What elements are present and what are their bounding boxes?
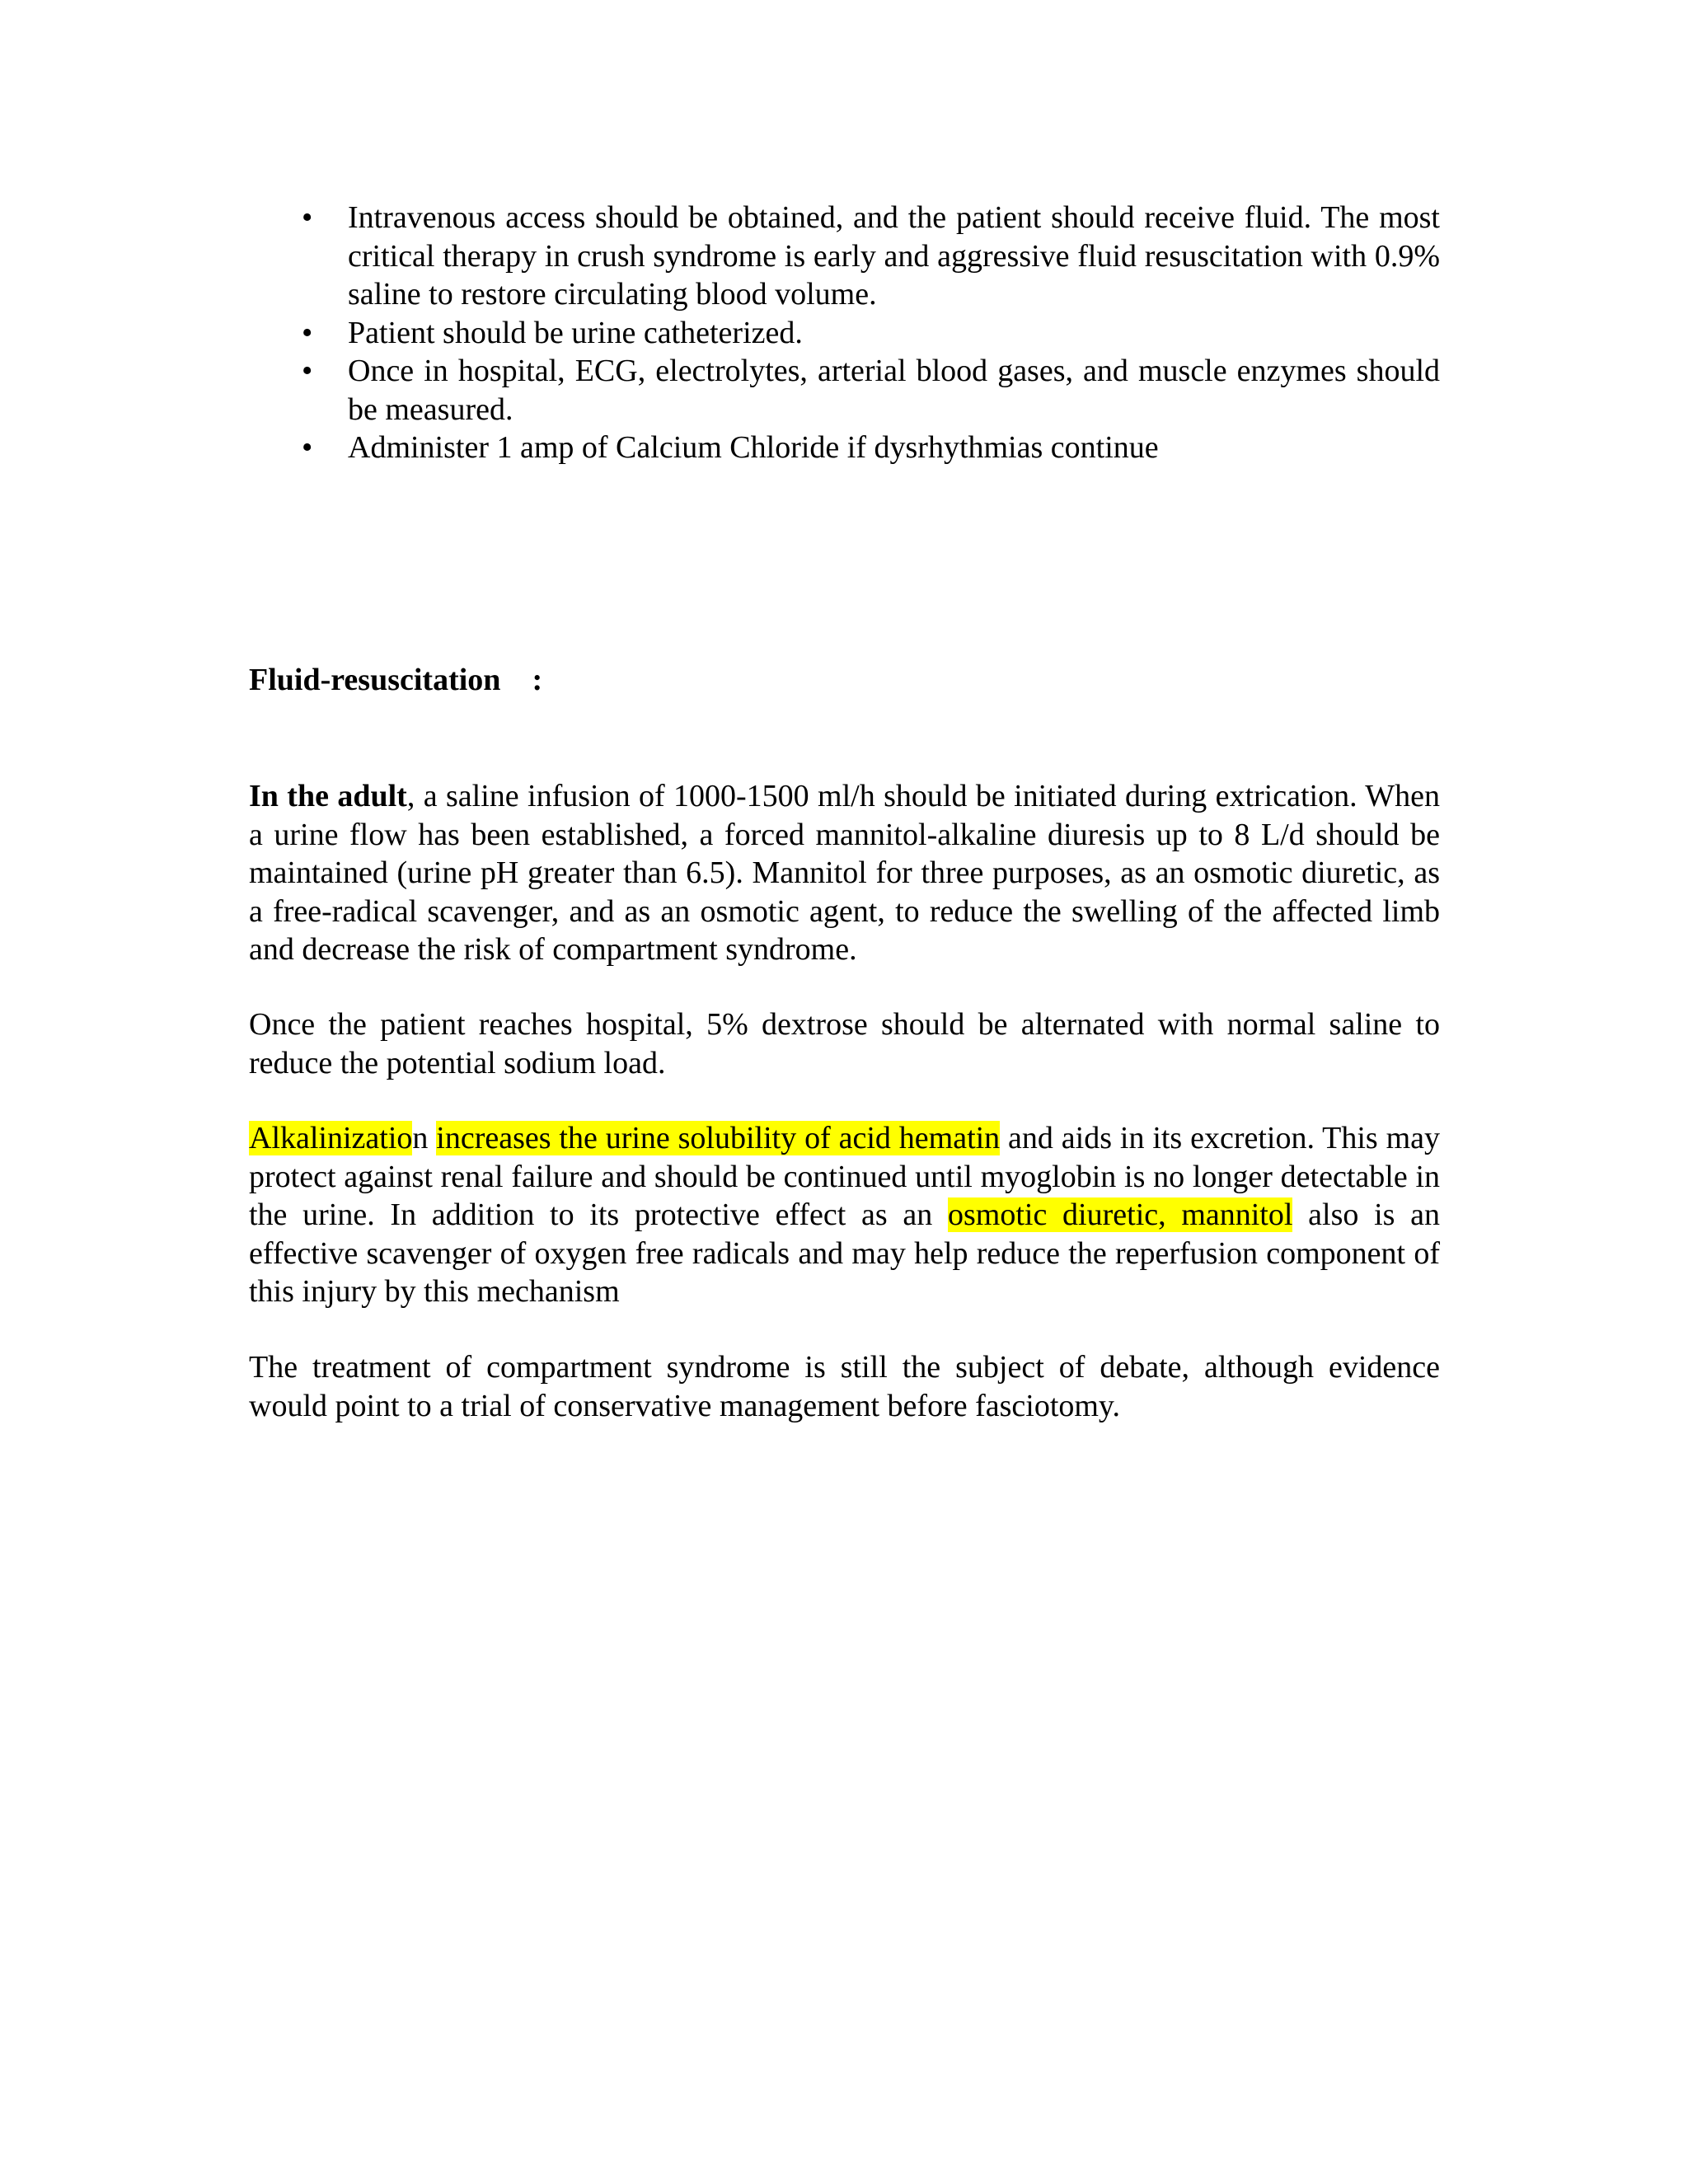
alkalinization-paragraph <box>249 1119 1440 1311</box>
heading-title: Fluid-resuscitation <box>249 663 501 697</box>
bullet-icon: • <box>302 200 313 235</box>
bullet-text: Once in hospital, ECG, electrolytes, arterial blood gases, and muscle enzymes should be measured. <box>348 354 1440 427</box>
dextrose-body: Once the patient reaches hospital, 5% dextrose should be alternated with normal saline to reduce the potential sodium load. <box>249 1007 1440 1080</box>
highlight-mannitol: osmotic diuretic, mannitol <box>948 1197 1293 1232</box>
alkalinization-text-1: n <box>412 1121 437 1155</box>
compartment-body: The treatment of compartment syndrome is still the subject of debate, although evidence would point to a trial of conservative management before fasciotomy. <box>249 1350 1440 1423</box>
alkalinization-text-3: also is an effective scavenger of oxygen free radicals and may help reduce the reperfusion component of this injury by this mechanism <box>249 1197 1440 1309</box>
bullet-item <box>249 199 1440 314</box>
bullet-icon: • <box>302 354 313 388</box>
highlight-alkalinization: Alkalinizatio <box>249 1121 413 1155</box>
bullet-text: Patient should be urine catheterized. <box>348 315 803 350</box>
section-heading <box>249 661 542 699</box>
bullet-item <box>249 352 1440 429</box>
bullet-text: Intravenous access should be obtained, and the patient should receive fluid. The most critical therapy in crush syndrome is early and aggressive fluid resuscitation with 0.9% saline to restore circulating blood volume. <box>348 200 1440 312</box>
bullet-list <box>249 199 1440 467</box>
heading-colon: : <box>500 663 543 697</box>
adult-lead: In the adult <box>249 779 407 813</box>
bullet-item <box>249 314 1440 353</box>
dextrose-paragraph <box>249 1005 1440 1082</box>
adult-paragraph <box>249 777 1440 969</box>
highlight-solubility: increases the urine solubility of acid hematin <box>436 1121 1001 1155</box>
bullet-text: Administer 1 amp of Calcium Chloride if dysrhythmias continue <box>348 430 1159 465</box>
bullet-item <box>249 429 1440 467</box>
bullet-icon: • <box>302 430 313 465</box>
adult-body: , a saline infusion of 1000-1500 ml/h should be initiated during extrication. When a urine flow has been established, a forced mannitol-alkaline diuresis up to 8 L/d should be maintained (urine pH greater than 6.5). Mannitol for three purposes, as an osmotic diuretic, as a free-radical scavenger, and as an osmotic agent, to reduce the swelling of the affected limb and decrease the risk of compartment syndrome. <box>249 779 1441 967</box>
alkalinization-text-2: and aids in its excretion. This may protect against renal failure and should be continued until myoglobin is no longer detectable in the urine. In addition to its protective effect as an <box>249 1121 1440 1232</box>
bullet-icon: • <box>302 315 313 350</box>
compartment-paragraph <box>249 1348 1440 1425</box>
